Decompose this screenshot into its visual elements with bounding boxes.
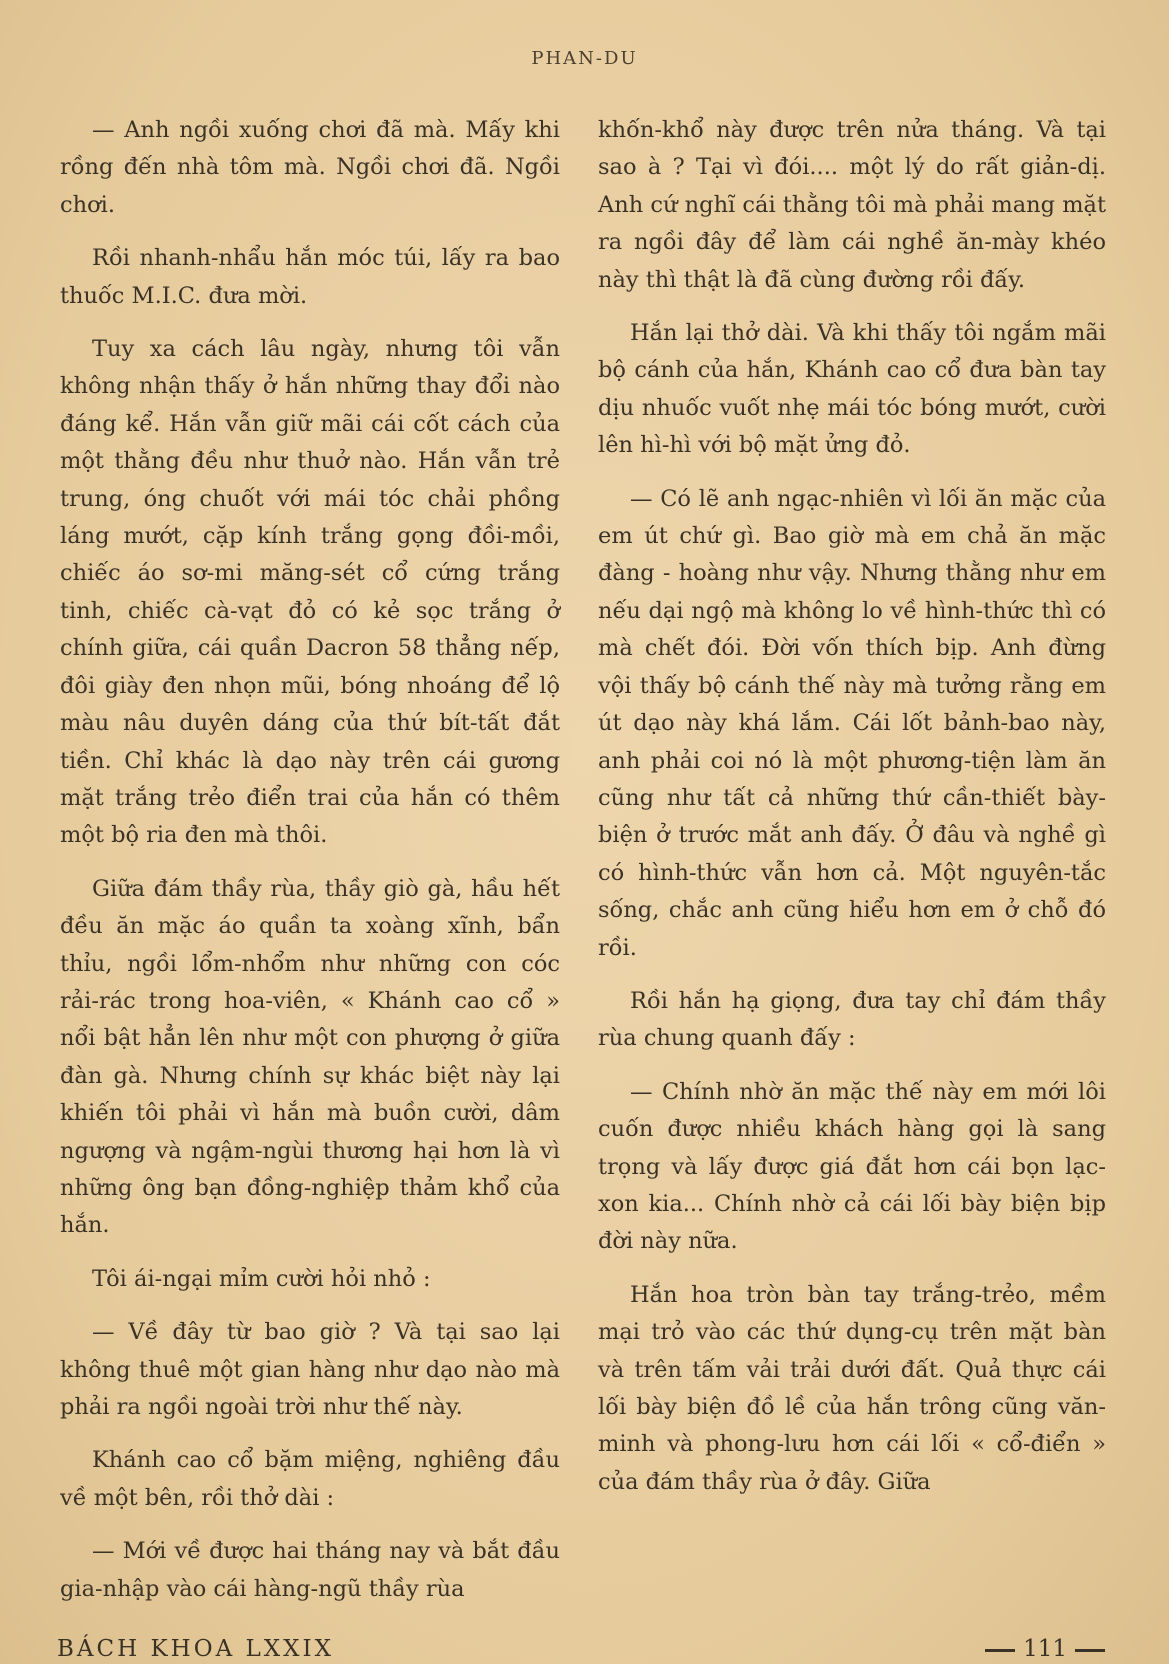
dash-ornament xyxy=(1075,1649,1105,1652)
paragraph: — Có lẽ anh ngạc-nhiên vì lối ăn mặc của em út chứ gì. Bao giờ mà em chả ăn mặc đàng - hoàng như vậy. Nhưng thằng như em nếu dại ngộ mà không lo về hình-thức thì có mà chết đói. Đời vốn thích bịp. Anh đừng vội thấy bộ cánh thế này mà tưởng rằng em út dạo này khá lắm. Cái lốt bảnh-bao này, anh phải coi nó là một phương-tiện làm ăn cũng như tất cả những thứ cần-thiết bày-biện ở trước mắt anh đấy. Ở đâu và nghề gì có hình-thức vẫn hơn cả. Một nguyên-tắc sống, chắc anh cũng hiểu hơn em ở chỗ đó rồi. xyxy=(598,485,1106,961)
page-number-block xyxy=(977,1636,1113,1662)
paragraph: Giữa đám thầy rùa, thầy giò gà, hầu hết đều ăn mặc áo quần ta xoàng xĩnh, bẩn thỉu, ngồi lổm-nhổm như những con cóc rải-rác trong hoa-viên, « Khánh cao cổ » nổi bật hẳn lên như một con phượng ở giữa đàn gà. Nhưng chính sự khác biệt này lại khiến tôi phải vì hắn mà buồn cười, dâm ngượng và ngậm-ngùi thương hại hơn là vì những ông bạn đồng-nghiệp thảm khổ của hắn. xyxy=(60,875,560,1239)
paragraph: Khánh cao cổ bặm miệng, nghiêng đầu về một bên, rồi thở dài : xyxy=(60,1447,560,1511)
journal-title: BÁCH KHOA LXXIX xyxy=(57,1636,334,1662)
paragraph: — Mới về được hai tháng nay và bắt đầu gia-nhập vào cái hàng-ngũ thầy rùa xyxy=(60,1538,560,1602)
paragraph: Rồi hắn hạ giọng, đưa tay chỉ đám thầy rùa chung quanh đấy : xyxy=(598,987,1106,1052)
dash-ornament xyxy=(985,1649,1015,1652)
paragraph: khốn-khổ này được trên nửa tháng. Và tại sao à ? Tại vì đói.... một lý do rất giản-dị. Anh cứ nghĩ cái thằng tôi mà phải mang mặt ra ngồi đây để làm cái nghề ăn-mày khéo này thì thật là đã cùng đường rồi đấy. xyxy=(598,117,1106,293)
right-column xyxy=(598,112,1106,1517)
paragraph: — Về đây từ bao giờ ? Và tại sao lại không thuê một gian hàng như dạo nào mà phải ra ngồi ngoài trời như thế này. xyxy=(60,1319,560,1420)
paragraph: Rồi nhanh-nhẩu hắn móc túi, lấy ra bao thuốc M.I.C. đưa mời. xyxy=(60,245,560,309)
paragraph: Tuy xa cách lâu ngày, nhưng tôi vẫn không nhận thấy ở hắn những thay đổi nào đáng kể. Hắn vẫn giữ mãi cái cốt cách của một thằng đều như thuở nào. Hắn vẫn trẻ trung, óng chuốt với mái tóc chải phồng láng mướt, cặp kính trắng gọng đồi-mồi, chiếc áo sơ-mi măng-sét cổ cứng trắng tinh, chiếc cà-vạt đỏ có kẻ sọc trắng ở chính giữa, cái quần Dacron 58 thẳng nếp, đôi giày đen nhọn mũi, bóng nhoáng để lộ màu nâu duyên dáng của thứ bít-tất đắt tiền. Chỉ khác là dạo này trên cái gương mặt trắng trẻo điển trai của hắn có thêm một bộ ria đen mà thôi. xyxy=(60,336,560,849)
left-column xyxy=(60,112,560,1624)
paragraph: Hắn lại thở dài. Và khi thấy tôi ngắm mãi bộ cánh của hắn, Khánh cao cổ đưa bàn tay dịu nhuốc vuốt nhẹ mái tóc bóng mướt, cười lên hì-hì với bộ mặt ửng đỏ. xyxy=(598,320,1106,459)
page-number: 111 xyxy=(1023,1636,1067,1662)
paragraph: Hắn hoa tròn bàn tay trắng-trẻo, mềm mại trỏ vào các thứ dụng-cụ trên mặt bàn và trên tấm vải trải dưới đất. Quả thực cái lối bày biện đồ lề của hắn trông cũng văn-minh và phong-lưu hơn cái lối « cổ-điển » của đám thầy rùa ở đây. Giữa xyxy=(598,1281,1106,1495)
paragraph: — Chính nhờ ăn mặc thế này em mới lôi cuốn được nhiều khách hàng gọi là sang trọng và lấy được giá đắt hơn cái bọn lạc-xon kia... Chính nhờ cả cái lối bày biện bịp đời này nữa. xyxy=(598,1078,1106,1255)
running-head: PHAN-DU xyxy=(531,48,638,69)
paragraph: Tôi ái-ngại mỉm cười hỏi nhỏ : xyxy=(92,1265,431,1292)
paragraph: — Anh ngồi xuống chơi đã mà. Mấy khi rồng đến nhà tôm mà. Ngồi chơi đã. Ngồi chơi. xyxy=(60,117,560,218)
